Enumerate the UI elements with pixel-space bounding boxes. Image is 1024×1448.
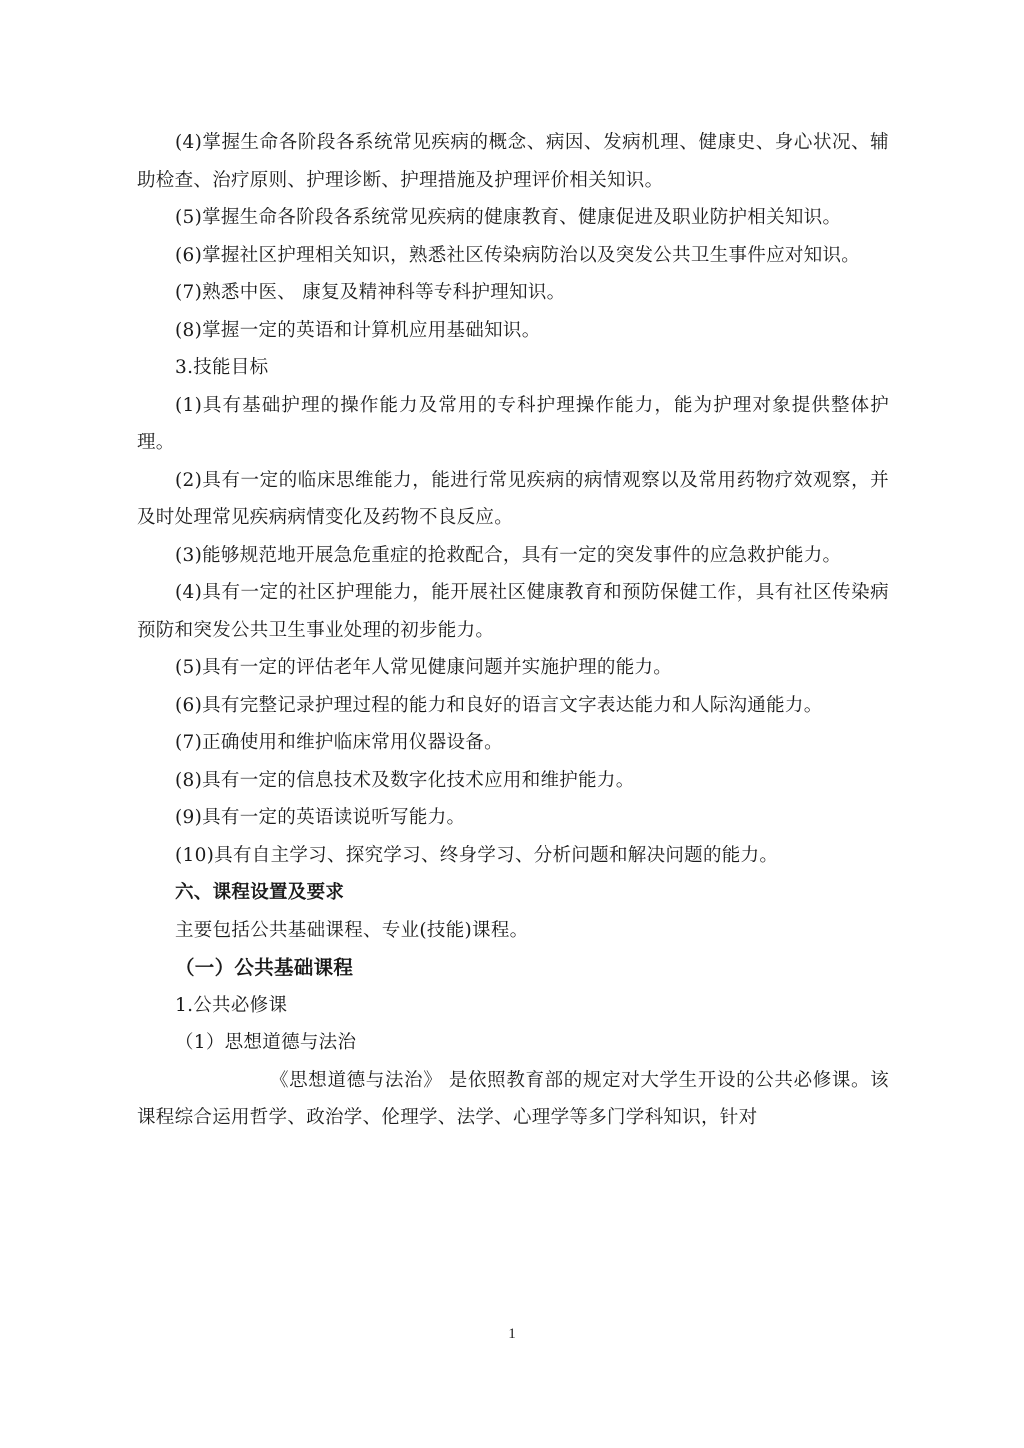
- page-number: 1: [508, 1326, 516, 1342]
- section-intro: 主要包括公共基础课程、专业(技能)课程。: [175, 919, 529, 941]
- skills-goal-heading: 3.技能目标: [175, 357, 269, 378]
- item-ethics-law: （1）思想道德与法治: [175, 1032, 357, 1053]
- paragraph-knowledge-4: (4)掌握生命各阶段各系统常见疾病的概念、病因、发病机理、健康史、身心状况、辅助检查、治疗原则、护理诊断、护理措施及护理评价相关知识。: [137, 132, 889, 191]
- course-description: 《思想道德与法治》 是依照教育部的规定对大学生开设的公共必修课。该课程综合运用哲学、政治学、伦理学、法学、心理学等多门学科知识，针对: [137, 1069, 889, 1128]
- paragraph-skill-4: (4)具有一定的社区护理能力，能开展社区健康教育和预防保健工作，具有社区传染病预防和突发公共卫生事业处理的初步能力。: [137, 582, 889, 641]
- paragraph-skill-10: (10)具有自主学习、探究学习、终身学习、分析问题和解决问题的能力。: [175, 844, 779, 866]
- subsection-heading: （一）公共基础课程: [175, 956, 354, 979]
- document-body: [137, 124, 889, 1137]
- paragraph-skill-8: (8)具有一定的信息技术及数字化技术应用和维护能力。: [175, 769, 635, 791]
- paragraph-skill-3: (3)能够规范地开展急危重症的抢救配合，具有一定的突发事件的应急救护能力。: [175, 544, 842, 566]
- paragraph-skill-1: (1)具有基础护理的操作能力及常用的专科护理操作能力，能为护理对象提供整体护理。: [137, 394, 889, 453]
- paragraph-skill-9: (9)具有一定的英语读说听写能力。: [175, 807, 466, 828]
- paragraph-skill-7: (7)正确使用和维护临床常用仪器设备。: [175, 732, 503, 753]
- paragraph-skill-2: (2)具有一定的临床思维能力，能进行常见疾病的病情观察以及常用药物疗效观察，并及时处理常见疾病病情变化及药物不良反应。: [137, 469, 889, 528]
- paragraph-skill-5: (5)具有一定的评估老年人常见健康问题并实施护理的能力。: [175, 657, 673, 678]
- paragraph-knowledge-6: (6)掌握社区护理相关知识，熟悉社区传染病防治以及突发公共卫生事件应对知识。: [175, 244, 861, 266]
- paragraph-knowledge-7: (7)熟悉中医、 康复及精神科等专科护理知识。: [175, 282, 566, 303]
- section-heading: 六、课程设置及要求: [175, 882, 345, 903]
- item-public-required: 1.公共必修课: [175, 994, 288, 1016]
- paragraph-knowledge-5: (5)掌握生命各阶段各系统常见疾病的健康教育、健康促进及职业防护相关知识。: [175, 207, 842, 228]
- paragraph-skill-6: (6)具有完整记录护理过程的能力和良好的语言文字表达能力和人际沟通能力。: [175, 694, 823, 716]
- paragraph-knowledge-8: (8)掌握一定的英语和计算机应用基础知识。: [175, 319, 541, 341]
